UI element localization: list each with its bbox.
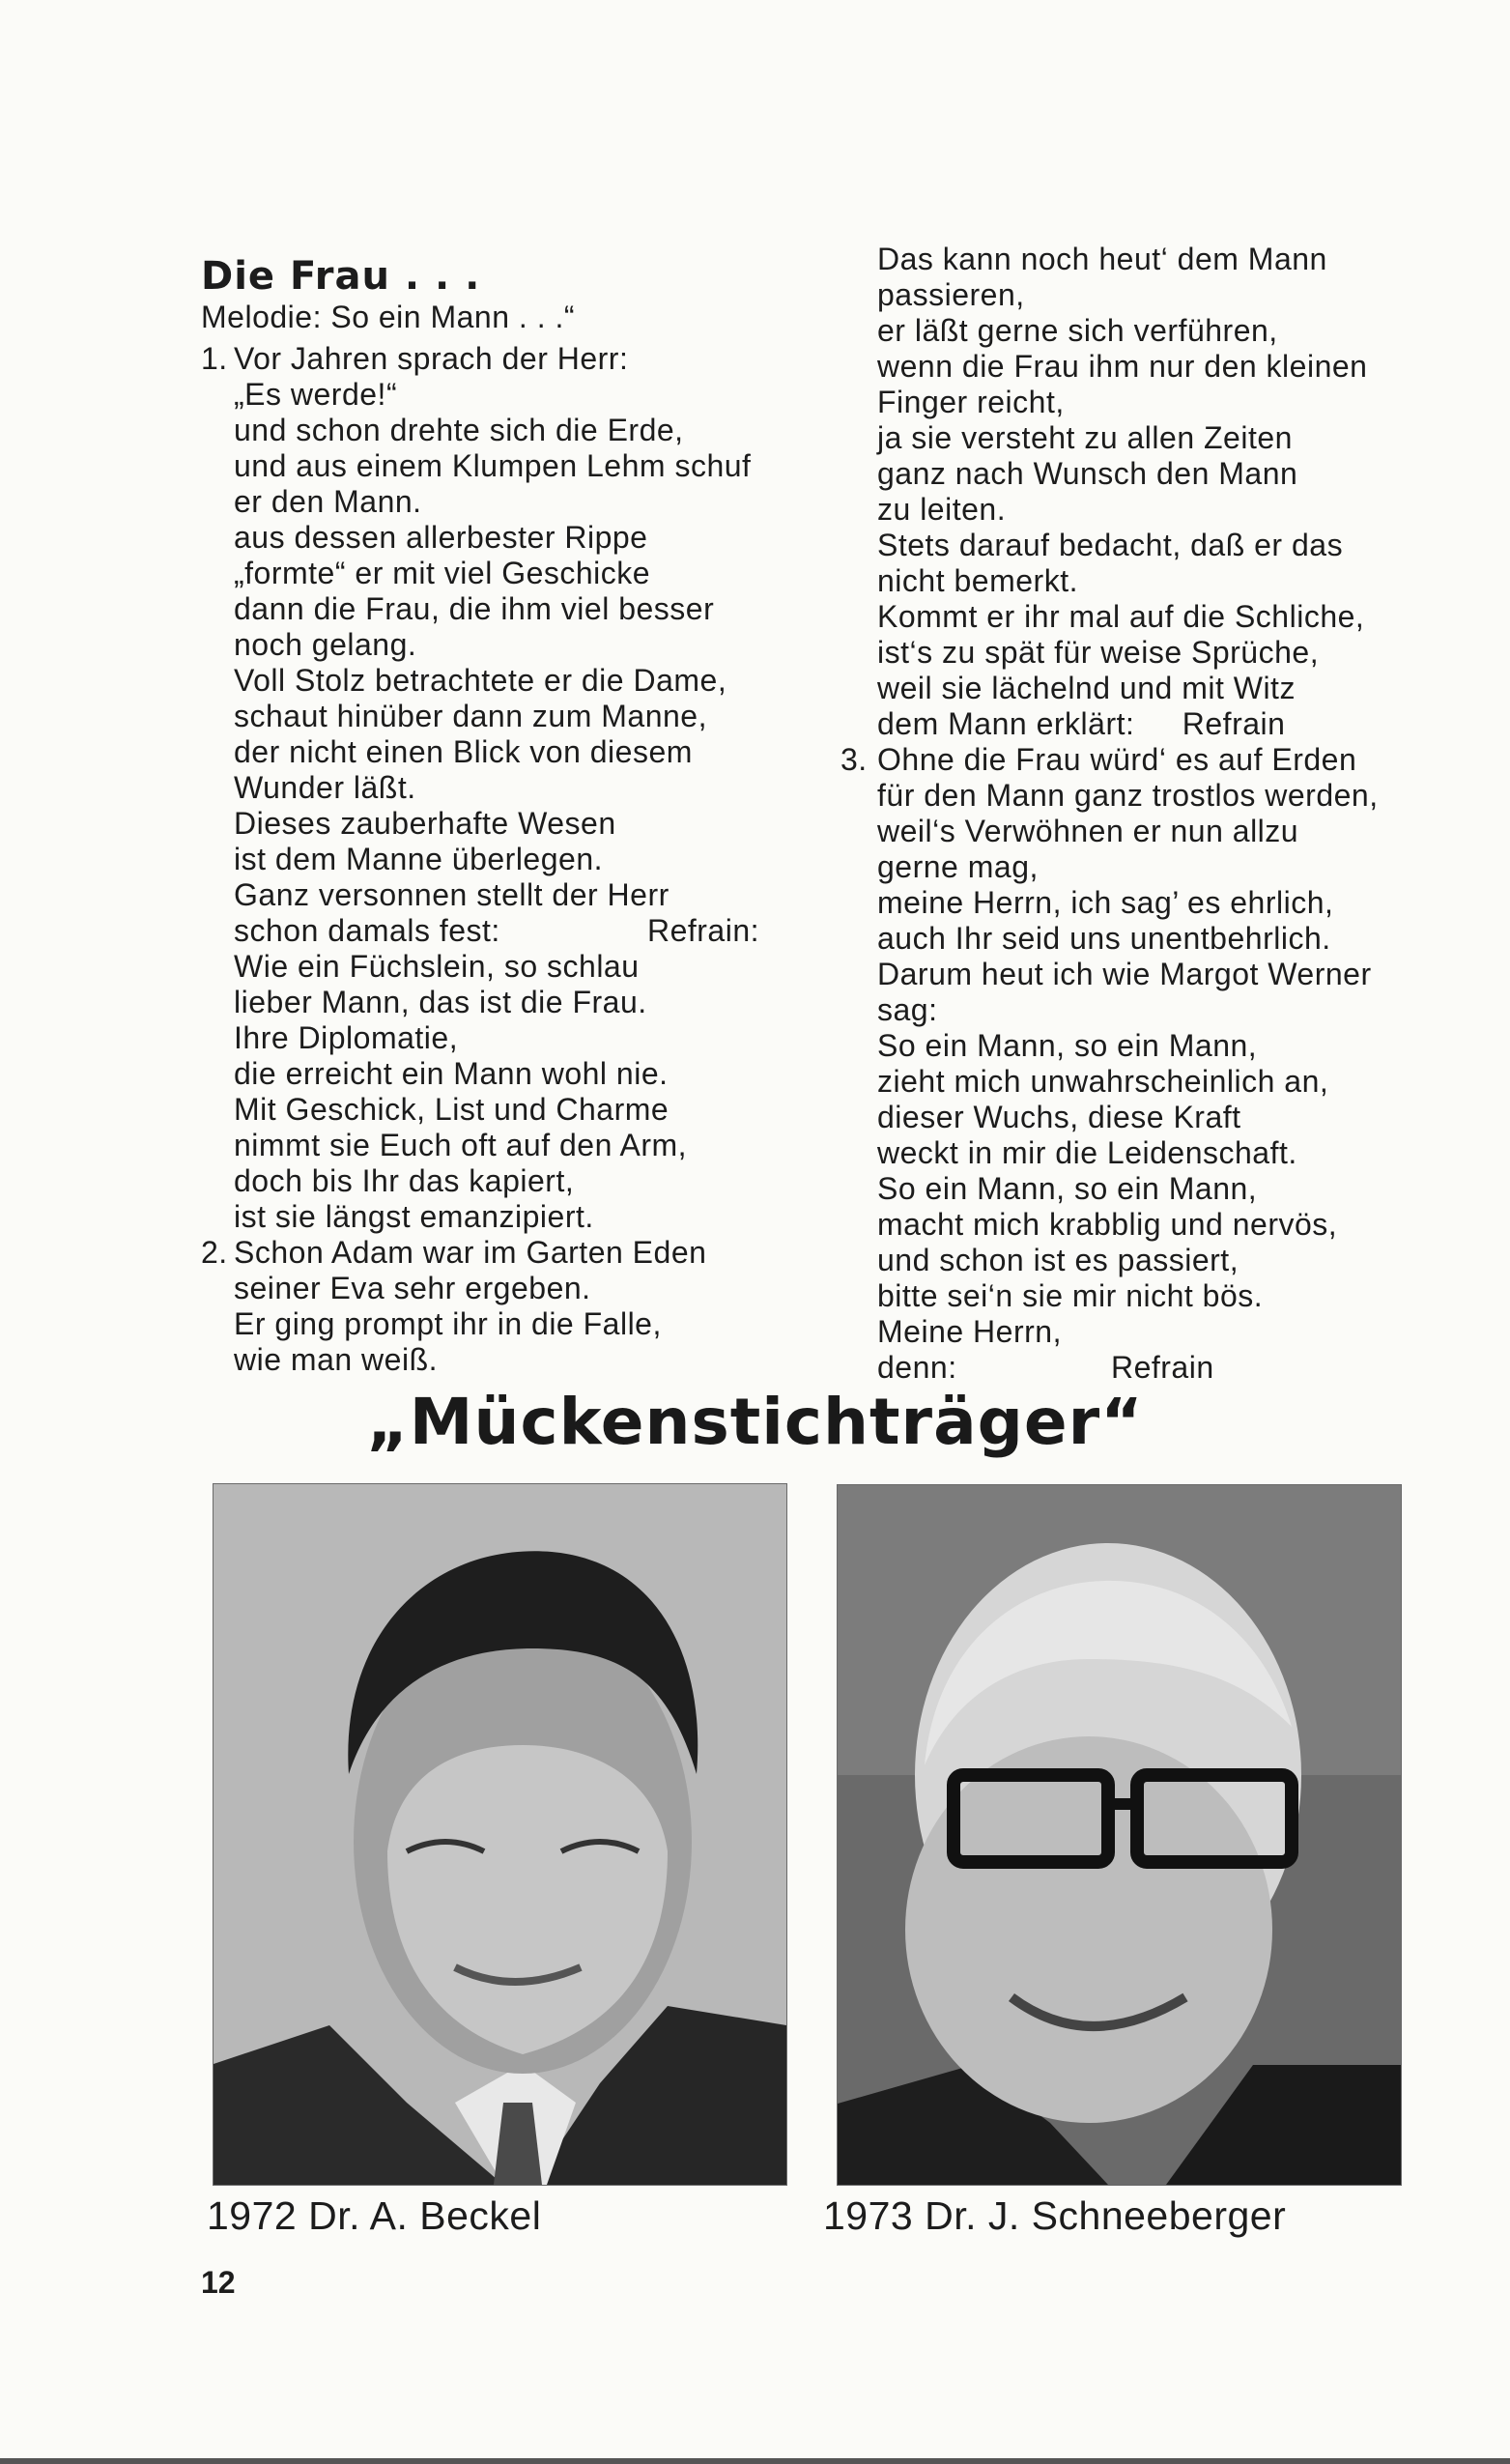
text-line: Vor Jahren sprach der Herr: bbox=[234, 341, 629, 376]
text-line: weil‘s Verwöhnen er nun allzu bbox=[877, 814, 1299, 848]
text-line: ganz nach Wunsch den Mann bbox=[877, 456, 1298, 491]
text-line: zieht mich unwahrscheinlich an, bbox=[877, 1064, 1329, 1099]
verse-2-left-lines bbox=[201, 1235, 819, 1378]
text-line: weckt in mir die Leidenschaft. bbox=[877, 1135, 1297, 1170]
text-line: „Es werde!“ bbox=[234, 377, 398, 412]
text-line: Ohne die Frau würd‘ es auf Erden bbox=[877, 742, 1357, 777]
text-line: So ein Mann, so ein Mann, bbox=[877, 1028, 1258, 1063]
verse-3-number: 3. bbox=[840, 742, 868, 777]
verse-3 bbox=[840, 742, 1447, 1386]
text-line: ja sie versteht zu allen Zeiten bbox=[877, 420, 1293, 455]
text-line: Ihre Diplomatie, bbox=[234, 1020, 459, 1055]
verse-1-lines bbox=[201, 341, 819, 913]
text-line: und schon drehte sich die Erde, bbox=[234, 413, 684, 447]
text-line: doch bis Ihr das kapiert, bbox=[234, 1163, 575, 1198]
text-line: Finger reicht, bbox=[877, 385, 1065, 419]
text-line: er läßt gerne sich verführen, bbox=[877, 313, 1278, 348]
text-line: Darum heut ich wie Margot Werner bbox=[877, 957, 1372, 991]
text-line: Das kann noch heut‘ dem Mann bbox=[877, 242, 1327, 276]
refrain-lines bbox=[201, 949, 819, 1235]
text-line: seiner Eva sehr ergeben. bbox=[234, 1271, 591, 1305]
text-line: Wunder läßt. bbox=[234, 770, 416, 805]
text-line: ist sie längst emanzipiert. bbox=[234, 1199, 594, 1234]
text-line: aus dessen allerbester Rippe bbox=[234, 520, 648, 555]
verse-2-right-lines bbox=[877, 242, 1447, 706]
text-line: Ganz versonnen stellt der Herr bbox=[234, 877, 670, 912]
portrait-illustration bbox=[214, 1484, 786, 2185]
bottom-edge bbox=[0, 2458, 1510, 2464]
song-title: Die Frau . . . bbox=[201, 254, 481, 299]
text-line: nimmt sie Euch oft auf den Arm, bbox=[234, 1128, 688, 1162]
text-line: der nicht einen Blick von diesem bbox=[234, 734, 693, 769]
melody-note: Melodie: So ein Mann . . .“ bbox=[201, 300, 576, 334]
text-line: Schon Adam war im Garten Eden bbox=[234, 1235, 707, 1270]
verse-1 bbox=[201, 341, 819, 1235]
text-line: Stets darauf bedacht, daß er das bbox=[877, 528, 1344, 562]
portrait-photo-beckel bbox=[213, 1483, 787, 2186]
text-line: Mit Geschick, List und Charme bbox=[234, 1092, 670, 1127]
text-line: meine Herrn, ich sag’ es ehrlich, bbox=[877, 885, 1334, 920]
text-line: die erreicht ein Mann wohl nie. bbox=[234, 1056, 669, 1091]
text-line: passieren, bbox=[877, 277, 1025, 312]
verse-2-end-text: dem Mann erklärt: bbox=[877, 706, 1135, 741]
verse-3-end-text: denn: bbox=[877, 1350, 957, 1385]
verse-1-last-line: schon damals fest: bbox=[234, 913, 500, 948]
verse-1-refrain-line bbox=[201, 913, 819, 949]
verse-3-refrain-marker: Refrain bbox=[1110, 1350, 1214, 1385]
verse-2-number: 2. bbox=[201, 1235, 228, 1270]
text-line: dieser Wuchs, diese Kraft bbox=[877, 1100, 1241, 1134]
text-line: für den Mann ganz trostlos werden, bbox=[877, 778, 1379, 813]
text-line: ist dem Manne überlegen. bbox=[234, 842, 603, 876]
text-line: noch gelang. bbox=[234, 627, 417, 662]
refrain-label: Refrain: bbox=[646, 913, 759, 948]
text-line: ist‘s zu spät für weise Sprüche, bbox=[877, 635, 1320, 670]
text-line: auch Ihr seid uns unentbehrlich. bbox=[877, 921, 1331, 956]
page-number: 12 bbox=[201, 2265, 236, 2300]
text-line: wenn die Frau ihm nur den kleinen bbox=[877, 349, 1368, 384]
section-headline: „Mückenstichträger“ bbox=[366, 1385, 1144, 1459]
text-line: bitte sei‘n sie mir nicht bös. bbox=[877, 1278, 1264, 1313]
text-line: macht mich krabblig und nervös, bbox=[877, 1207, 1338, 1242]
left-column bbox=[201, 253, 819, 1378]
text-line: nicht bemerkt. bbox=[877, 563, 1078, 598]
text-line: gerne mag, bbox=[877, 849, 1039, 884]
text-line: So ein Mann, so ein Mann, bbox=[877, 1171, 1258, 1206]
verse-3-lines bbox=[877, 742, 1447, 1350]
photo-caption-right: 1973 Dr. J. Schneeberger bbox=[823, 2193, 1287, 2238]
verse-2-end-line bbox=[877, 706, 1447, 742]
text-line: schaut hinüber dann zum Manne, bbox=[234, 699, 707, 733]
photo-caption-left: 1972 Dr. A. Beckel bbox=[207, 2193, 542, 2238]
text-line: Voll Stolz betrachtete er die Dame, bbox=[234, 663, 727, 698]
text-line: Er ging prompt ihr in die Falle, bbox=[234, 1306, 662, 1341]
text-line: zu leiten. bbox=[877, 492, 1007, 527]
text-line: Meine Herrn, bbox=[877, 1314, 1062, 1349]
text-line: Kommt er ihr mal auf die Schliche, bbox=[877, 599, 1365, 634]
text-line: wie man weiß. bbox=[234, 1342, 438, 1377]
text-line: Wie ein Füchslein, so schlau bbox=[234, 949, 640, 984]
text-line: lieber Mann, das ist die Frau. bbox=[234, 985, 647, 1019]
portrait-illustration bbox=[838, 1485, 1401, 2185]
text-line: und aus einem Klumpen Lehm schuf bbox=[234, 448, 752, 483]
verse-3-end-line bbox=[877, 1350, 1447, 1386]
text-line: er den Mann. bbox=[234, 484, 422, 519]
text-line: „formte“ er mit viel Geschicke bbox=[234, 556, 651, 590]
text-line: weil sie lächelnd und mit Witz bbox=[877, 671, 1296, 705]
verse-1-number: 1. bbox=[201, 341, 228, 376]
text-line: dann die Frau, die ihm viel besser bbox=[234, 591, 715, 626]
text-line: sag: bbox=[877, 992, 938, 1027]
text-line: Dieses zauberhafte Wesen bbox=[234, 806, 616, 841]
text-line: und schon ist es passiert, bbox=[877, 1243, 1239, 1277]
right-column bbox=[840, 242, 1447, 1386]
verse-2-refrain-marker: Refrain bbox=[1182, 706, 1286, 741]
portrait-photo-schneeberger bbox=[837, 1484, 1402, 2186]
verse-2-start bbox=[201, 1235, 819, 1378]
